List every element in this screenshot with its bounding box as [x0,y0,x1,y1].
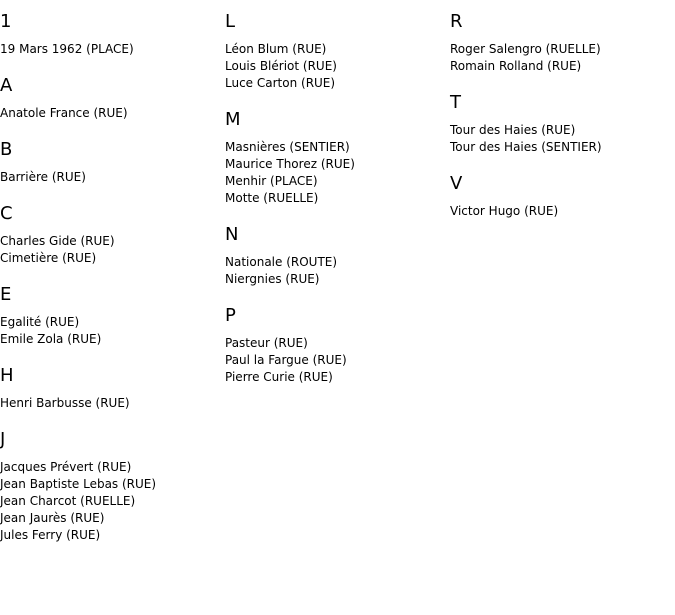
street-name: Tour des Haies (RUE) [450,123,576,137]
section-spacer [0,348,225,354]
section-spacer [225,288,450,294]
section-letter-heading: J [0,429,6,450]
street-list [225,41,450,92]
section-spacer [225,92,450,98]
section-spacer [450,75,675,81]
street-name: Jean Charcot (RUELLE) [0,494,136,508]
section-spacer [0,122,225,128]
letter-section-m [225,109,450,213]
street-list [225,254,450,288]
section-letter-heading: B [0,139,13,160]
street-name: Maurice Thorez (RUE) [225,157,355,171]
street-name: Jacques Prévert (RUE) [0,460,132,474]
street-name: Jean Baptiste Lebas (RUE) [0,477,157,491]
section-letter-heading: 1 [0,11,12,32]
street-name: Pasteur (RUE) [225,336,308,350]
street-name: Léon Blum (RUE) [225,42,327,56]
section-letter-heading: C [0,203,13,224]
letter-section-a [0,75,225,128]
letter-section-j [0,429,225,550]
street-name: Jules Ferry (RUE) [0,528,101,542]
section-letter-heading: E [0,284,12,305]
street-name: Menhir (PLACE) [225,174,318,188]
letter-section-c [0,203,225,273]
section-spacer [450,220,675,226]
section-letter-heading: A [0,75,13,96]
street-name: Anatole France (RUE) [0,106,128,120]
section-letter-heading: T [450,92,461,113]
street-name: Roger Salengro (RUELLE) [450,42,601,56]
section-letter-heading: N [225,224,239,245]
street-name: Romain Rolland (RUE) [450,59,582,73]
letter-section-t [450,92,675,162]
street-name: Emile Zola (RUE) [0,332,102,346]
street-index-column-2 [225,0,450,392]
section-spacer [225,386,450,392]
street-name: Pierre Curie (RUE) [225,370,333,384]
section-spacer [0,412,225,418]
section-spacer [0,186,225,192]
street-name: Cimetière (RUE) [0,251,97,265]
street-name: Motte (RUELLE) [225,191,319,205]
street-index-column-1 [0,0,225,550]
street-list [0,233,225,267]
street-name: Barrière (RUE) [0,170,86,184]
street-list [450,203,675,220]
street-name: Louis Blériot (RUE) [225,59,337,73]
letter-section-e [0,284,225,354]
letter-section-h [0,365,225,418]
street-name: Victor Hugo (RUE) [450,204,559,218]
street-name: Niergnies (RUE) [225,272,320,286]
street-list [0,314,225,348]
section-letter-heading: L [225,11,236,32]
street-list [0,169,225,186]
letter-section-l [225,11,450,98]
street-name: Paul la Fargue (RUE) [225,353,347,367]
street-name: 19 Mars 1962 (PLACE) [0,42,134,56]
letter-section-p [225,305,450,392]
street-name: Tour des Haies (SENTIER) [450,140,602,154]
section-letter-heading: H [0,365,14,386]
section-letter-heading: P [225,305,236,326]
letter-section-r [450,11,675,81]
section-letter-heading: M [225,109,241,130]
section-spacer [0,267,225,273]
section-spacer [0,58,225,64]
street-list [0,41,225,58]
section-letter-heading: V [450,173,463,194]
street-name: Luce Carton (RUE) [225,76,336,90]
street-list [450,41,675,75]
street-list [0,395,225,412]
section-spacer [225,207,450,213]
section-spacer [450,156,675,162]
street-name: Nationale (ROUTE) [225,255,338,269]
street-name: Masnières (SENTIER) [225,140,350,154]
letter-section-b [0,139,225,192]
letter-section-v [450,173,675,226]
street-name: Henri Barbusse (RUE) [0,396,130,410]
street-list [0,105,225,122]
street-list [225,335,450,386]
letter-section-n [225,224,450,294]
street-list [0,459,225,544]
street-index-column-3 [450,0,675,226]
section-spacer [0,544,225,550]
street-name: Charles Gide (RUE) [0,234,115,248]
street-name: Jean Jaurès (RUE) [0,511,105,525]
street-name: Egalité (RUE) [0,315,80,329]
section-letter-heading: R [450,11,463,32]
letter-section-1 [0,11,225,64]
street-list [225,139,450,207]
street-list [450,122,675,156]
